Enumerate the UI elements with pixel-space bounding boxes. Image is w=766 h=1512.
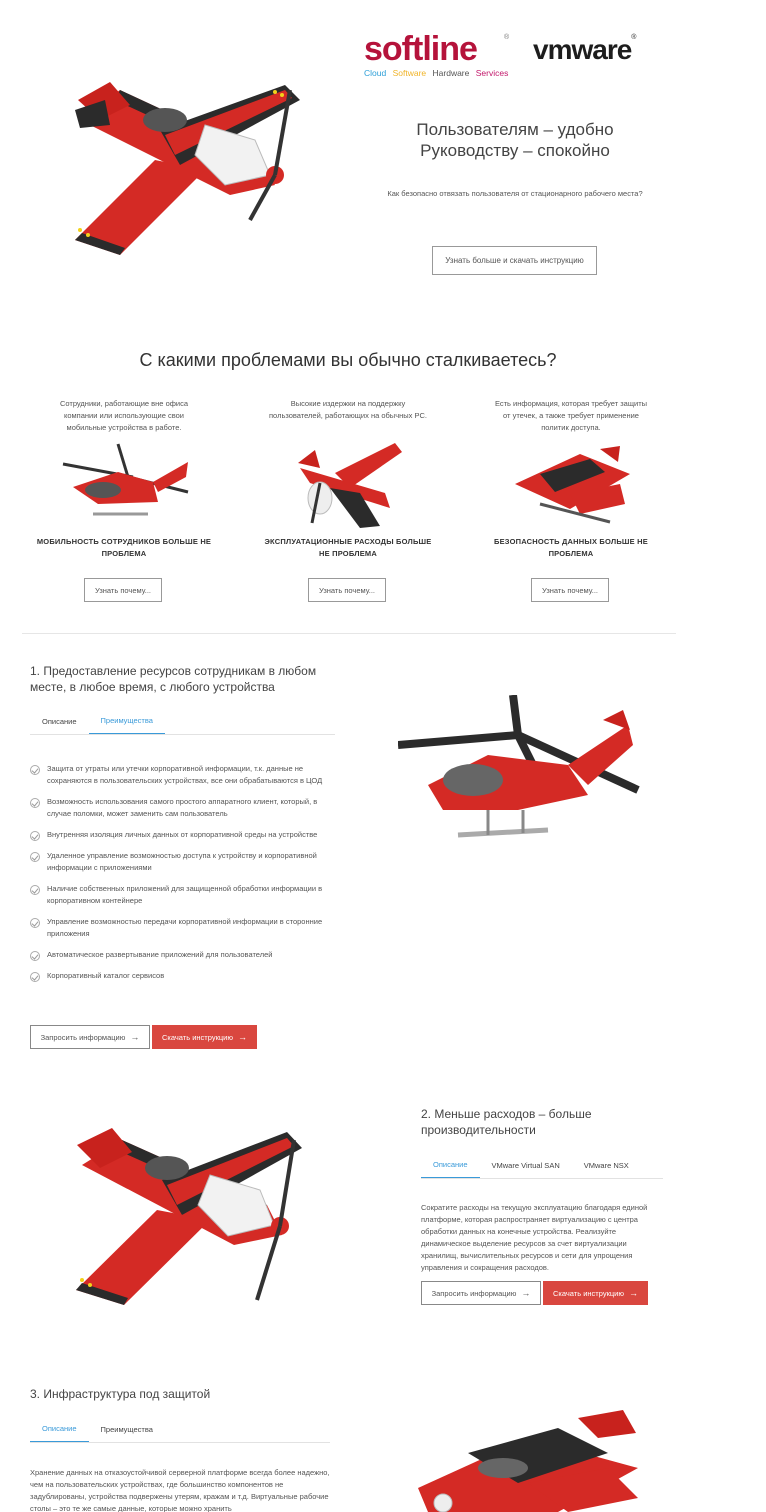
problem-1-why-button[interactable]: Узнать почему... <box>84 578 162 602</box>
vmware-wordmark: vmware <box>533 34 632 65</box>
section3-tab-description[interactable]: Описание <box>30 1416 89 1442</box>
problem-1-helicopter-image <box>58 442 193 522</box>
benefit-item <box>30 883 335 907</box>
problem-1-heading: МОБИЛЬНОСТЬ СОТРУДНИКОВ БОЛЬШЕ НЕ ПРОБЛЕМА <box>36 537 212 558</box>
hero-title <box>370 119 660 161</box>
section2-tab-nsx[interactable]: VMware NSX <box>583 1160 629 1170</box>
section1-download-button[interactable] <box>152 1025 257 1049</box>
arrow-right-icon: → <box>237 1032 247 1042</box>
section2-tab-description[interactable]: Описание <box>421 1152 480 1178</box>
softline-logo[interactable] <box>364 32 510 80</box>
hero-title-line2: Руководству – спокойно <box>420 141 610 160</box>
benefit-item <box>30 829 335 841</box>
softline-wordmark: softline <box>364 30 477 68</box>
section2-title <box>421 1106 681 1138</box>
benefit-text: Управление возможностью передачи корпоративной информации в сторонние приложения <box>47 917 323 938</box>
softline-tagline <box>364 68 510 78</box>
benefit-item <box>30 916 335 940</box>
section1-title-line1: 1. Предоставление ресурсов сотрудникам в любом <box>30 664 317 678</box>
arrow-right-icon: → <box>628 1288 638 1298</box>
hero-subtitle: Как безопасно отвязать пользователя от стационарного рабочего места? <box>387 189 643 198</box>
section2-tabs <box>421 1152 663 1179</box>
hero-title-line1: Пользователям – удобно <box>416 120 614 139</box>
benefit-item <box>30 850 335 874</box>
download-label: Скачать инструкцию <box>162 1032 233 1042</box>
section1-tab-advantages[interactable]: Преимущества <box>89 708 165 734</box>
benefit-text: Удаленное управление возможностью доступа к устройству и корпоративной информации с приложениями <box>47 851 317 872</box>
section2-title-line1: 2. Меньше расходов – больше <box>421 1107 592 1121</box>
hero-plane-image <box>60 70 310 260</box>
check-circle-icon <box>30 831 40 841</box>
section2-description-text: Сократите расходы на текущую эксплуатацию благодаря единой платформе, которая распространяет виртуализацию с центра обработки данных на конечные устройства. Реализуйте динамическое выделение ресурсов за счет виртуализации хранилищ, вычислительных ресурсов и сети для упрощения управления и сокращения расходов. <box>421 1203 648 1272</box>
section1-helicopter-image <box>398 695 643 850</box>
problem-1-description: Сотрудники, работающие вне офиса компании или использующие свои мобильные устройства в работе. <box>59 399 189 432</box>
benefit-text: Возможность использования самого простого аппаратного клиент, который, в случае поломки, может заменить сам пользователь <box>47 797 318 818</box>
section1-tab-description[interactable]: Описание <box>42 716 77 726</box>
download-label: Скачать инструкцию <box>553 1288 624 1298</box>
section2-tab-virtual-san[interactable]: VMware Virtual SAN <box>491 1160 560 1170</box>
problem-3-why-button[interactable]: Узнать почему... <box>531 578 609 602</box>
section3-tabs <box>30 1416 330 1443</box>
section2-download-button[interactable] <box>543 1281 648 1305</box>
benefit-item <box>30 763 335 787</box>
request-info-label: Запросить информацию <box>40 1032 126 1042</box>
tagline-hardware: Hardware <box>432 68 470 78</box>
softline-registered-mark: ® <box>504 34 510 41</box>
section1-request-info-button[interactable] <box>30 1025 150 1049</box>
vmware-registered-mark: ® <box>631 34 636 41</box>
tagline-software: Software <box>392 68 427 78</box>
benefit-text: Автоматическое развертывание приложений для пользователей <box>47 950 273 959</box>
problem-2-description: Высокие издержки на поддержку пользователей, работающих на обычных PC. <box>269 399 427 420</box>
benefit-item <box>30 949 335 961</box>
arrow-right-icon: → <box>130 1032 140 1042</box>
section3-plane-image <box>408 1408 644 1512</box>
tagline-services: Services <box>475 68 509 78</box>
arrow-right-icon: → <box>521 1288 531 1298</box>
check-circle-icon <box>30 918 40 928</box>
problems-section-title: С какими проблемами вы обычно сталкиваетесь? <box>139 350 557 370</box>
benefit-item <box>30 796 335 820</box>
section2-title-line2: производительности <box>421 1123 536 1137</box>
learn-more-download-button[interactable]: Узнать больше и скачать инструкцию <box>432 246 597 275</box>
check-circle-icon <box>30 885 40 895</box>
benefit-text: Защита от утраты или утечки корпоративной информации, т.к. данные не сохраняются в пользовательских устройствах, все они обрабатываются в ЦОД <box>47 764 323 785</box>
benefit-text: Корпоративный каталог сервисов <box>47 971 165 980</box>
check-circle-icon <box>30 951 40 961</box>
vmware-logo[interactable] <box>533 34 635 66</box>
problem-3-description: Есть информация, которая требует защиты от утечек, а также требует применение политик доступа. <box>494 399 648 432</box>
section1-benefit-list <box>30 763 335 991</box>
benefit-text: Наличие собственных приложений для защищенной обработки информации в корпоративном контейнере <box>47 884 323 905</box>
request-info-label: Запросить информацию <box>431 1288 517 1298</box>
problem-3-heading: БЕЗОПАСНОСТЬ ДАННЫХ БОЛЬШЕ НЕ ПРОБЛЕМА <box>494 537 648 558</box>
section2-request-info-button[interactable] <box>421 1281 541 1305</box>
section3-title: 3. Инфраструктура под защитой <box>30 1387 211 1401</box>
check-circle-icon <box>30 798 40 808</box>
section1-tabs <box>30 708 335 735</box>
benefit-text: Внутренняя изоляция личных данных от корпоративной среды на устройстве <box>47 830 318 839</box>
tagline-cloud: Cloud <box>364 68 387 78</box>
section3-tab-advantages[interactable]: Преимущества <box>100 1424 153 1434</box>
problem-3-plane-image <box>510 444 635 526</box>
section2-plane-image <box>62 1120 317 1310</box>
problem-2-why-button[interactable]: Узнать почему... <box>308 578 386 602</box>
section1-title-line2: месте, в любое время, с любого устройства <box>30 680 275 694</box>
check-circle-icon <box>30 765 40 775</box>
problem-2-plane-image <box>290 438 405 530</box>
check-circle-icon <box>30 852 40 862</box>
section1-title <box>30 663 350 695</box>
section-divider <box>22 633 676 634</box>
check-circle-icon <box>30 972 40 982</box>
benefit-item <box>30 970 335 982</box>
section3-description-text: Хранение данных на отказоустойчивой серверной платформе всегда более надежно, чем на пользовательских устройствах, где большинство компонентов не задублированы, устройства подвержены утерям, кражам и т.д. Виртуальные рабочие столы – это те же самые данные, которые можно хранить <box>30 1468 330 1512</box>
problem-2-heading: ЭКСПЛУАТАЦИОННЫЕ РАСХОДЫ БОЛЬШЕ НЕ ПРОБЛЕМА <box>264 537 432 558</box>
